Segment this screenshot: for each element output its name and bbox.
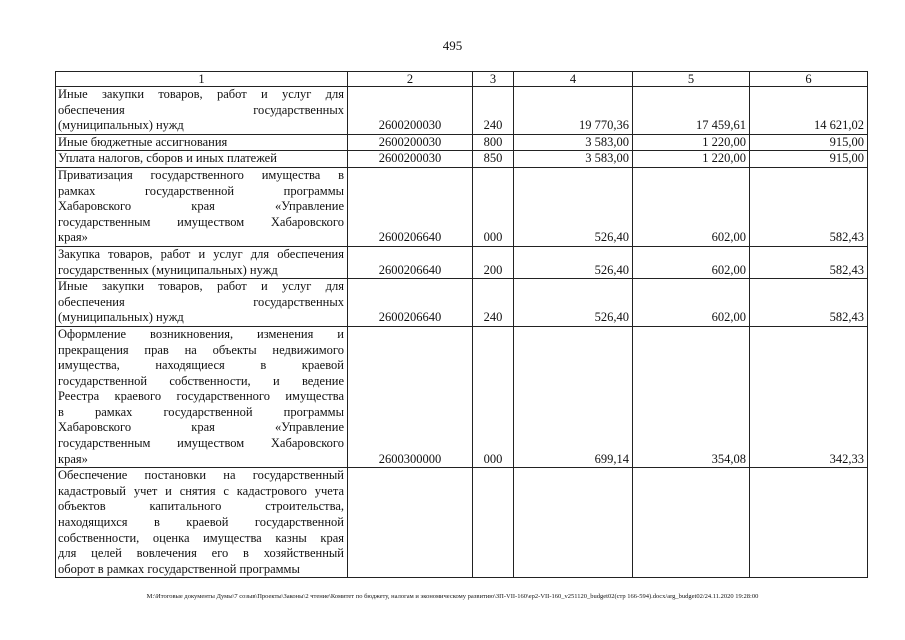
description-line: Иные закупки товаров, работ и услуг для — [58, 87, 344, 101]
description-line: Иные закупки товаров, работ и услуг для — [58, 279, 344, 294]
description-line: прекращения прав на объекты недвижимого — [58, 342, 344, 357]
row-expense-type — [473, 468, 514, 578]
description-line: собственности, оценка имущества казны края — [58, 530, 344, 545]
description-line: (муниципальных) нужд — [58, 310, 184, 325]
row-target-code: 2600300000 — [348, 326, 473, 467]
table-row — [56, 468, 868, 578]
row-expense-type: 850 — [473, 151, 514, 168]
row-expense-type: 200 — [473, 246, 514, 278]
row-value-col6: 14 621,02 — [750, 87, 868, 135]
row-value-col5: 1 220,00 — [633, 134, 750, 151]
table-body — [56, 87, 868, 578]
row-value-col4: 699,14 — [514, 326, 633, 467]
row-expense-type: 800 — [473, 134, 514, 151]
description-line: Приватизация государственного имущества в — [58, 167, 344, 182]
row-description — [56, 279, 348, 327]
row-target-code: 2600206640 — [348, 167, 473, 246]
row-value-col5: 354,08 — [633, 326, 750, 467]
footer-file-path: M:\Итоговые документы Думы\7 созыв\Проекты\Законы\2 чтение\Комитет по бюджету, налогам и экономическому развитию\ЗП-VII-160\ер2-VII-160_v251120_budget02(стр 166-594).docx/arg_budget02/24.11.2020 19:28:00 — [146, 593, 759, 600]
header-col-2: 2 — [348, 72, 473, 87]
table-row — [56, 279, 868, 327]
row-value-col6: 915,00 — [750, 151, 868, 168]
row-value-col4: 526,40 — [514, 167, 633, 246]
row-value-col4 — [514, 468, 633, 578]
description-line: края» — [58, 451, 88, 466]
table-row — [56, 246, 868, 278]
description-line: Обеспечение постановки на государственный — [58, 468, 344, 483]
row-target-code: 2600200030 — [348, 87, 473, 135]
row-value-col5: 602,00 — [633, 246, 750, 278]
description-line: Хабаровского края «Управление — [58, 420, 344, 435]
row-description — [56, 134, 348, 151]
row-value-col6: 342,33 — [750, 326, 868, 467]
row-value-col6: 582,43 — [750, 246, 868, 278]
row-value-col5: 17 459,61 — [633, 87, 750, 135]
row-target-code: 2600206640 — [348, 246, 473, 278]
row-value-col6: 582,43 — [750, 279, 868, 327]
table-row — [56, 326, 868, 467]
row-value-col5 — [633, 468, 750, 578]
description-line: Закупка товаров, работ и услуг для обеспечения — [58, 246, 344, 261]
row-value-col5: 602,00 — [633, 279, 750, 327]
table-row — [56, 134, 868, 151]
row-target-code: 2600200030 — [348, 151, 473, 168]
description-line: обеспечения государственных — [58, 102, 344, 117]
description-line: (муниципальных) нужд — [58, 118, 184, 133]
description-line: государственной собственности, и ведение — [58, 373, 344, 388]
header-col-5: 5 — [633, 72, 750, 87]
row-description — [56, 246, 348, 278]
description-line: оборот в рамках государственной программы — [58, 561, 300, 576]
description-line: Реестра краевого государственного имущества — [58, 389, 344, 404]
row-value-col5: 1 220,00 — [633, 151, 750, 168]
row-description — [56, 468, 348, 578]
row-value-col4: 526,40 — [514, 246, 633, 278]
description-line: объектов капитального строительства, — [58, 499, 344, 514]
description-line: обеспечения государственных — [58, 294, 344, 309]
description-line: Иные бюджетные ассигнования — [58, 134, 228, 149]
description-line: для целей вовлечения его в хозяйственный — [58, 546, 344, 561]
header-col-3: 3 — [473, 72, 514, 87]
row-value-col6: 915,00 — [750, 134, 868, 151]
row-value-col4: 19 770,36 — [514, 87, 633, 135]
row-value-col6 — [750, 468, 868, 578]
row-value-col6: 582,43 — [750, 167, 868, 246]
row-target-code — [348, 468, 473, 578]
description-line: в рамках государственной программы — [58, 404, 344, 419]
row-value-col4: 3 583,00 — [514, 134, 633, 151]
row-target-code: 2600200030 — [348, 134, 473, 151]
description-line: государственным имуществом Хабаровского — [58, 214, 344, 229]
description-line: Уплата налогов, сборов и иных платежей — [58, 151, 277, 166]
table-row — [56, 87, 868, 135]
header-col-6: 6 — [750, 72, 868, 87]
row-expense-type: 240 — [473, 279, 514, 327]
row-target-code: 2600206640 — [348, 279, 473, 327]
description-line: края» — [58, 230, 88, 245]
description-line: государственным имуществом Хабаровского — [58, 436, 344, 451]
budget-table — [55, 71, 868, 578]
table-header-row — [56, 72, 868, 87]
description-line: государственных (муниципальных) нужд — [58, 262, 278, 277]
description-line: находящихся в краевой государственной — [58, 515, 344, 530]
row-description — [56, 87, 348, 135]
row-expense-type: 000 — [473, 326, 514, 467]
page-number: 495 — [442, 38, 463, 53]
row-value-col4: 3 583,00 — [514, 151, 633, 168]
description-line: Хабаровского края «Управление — [58, 199, 344, 214]
description-line: рамках государственной программы — [58, 183, 344, 198]
row-value-col4: 526,40 — [514, 279, 633, 327]
row-expense-type: 240 — [473, 87, 514, 135]
header-col-1: 1 — [56, 72, 348, 87]
row-expense-type: 000 — [473, 167, 514, 246]
row-description — [56, 326, 348, 467]
table-row — [56, 167, 868, 246]
header-col-4: 4 — [514, 72, 633, 87]
description-line: кадастровый учет и снятия с кадастрового учета — [58, 483, 344, 498]
row-description — [56, 151, 348, 168]
row-value-col5: 602,00 — [633, 167, 750, 246]
description-line: Оформление возникновения, изменения и — [58, 326, 344, 341]
description-line: имущества, находящиеся в краевой — [58, 358, 344, 373]
row-description — [56, 167, 348, 246]
table-row — [56, 151, 868, 168]
